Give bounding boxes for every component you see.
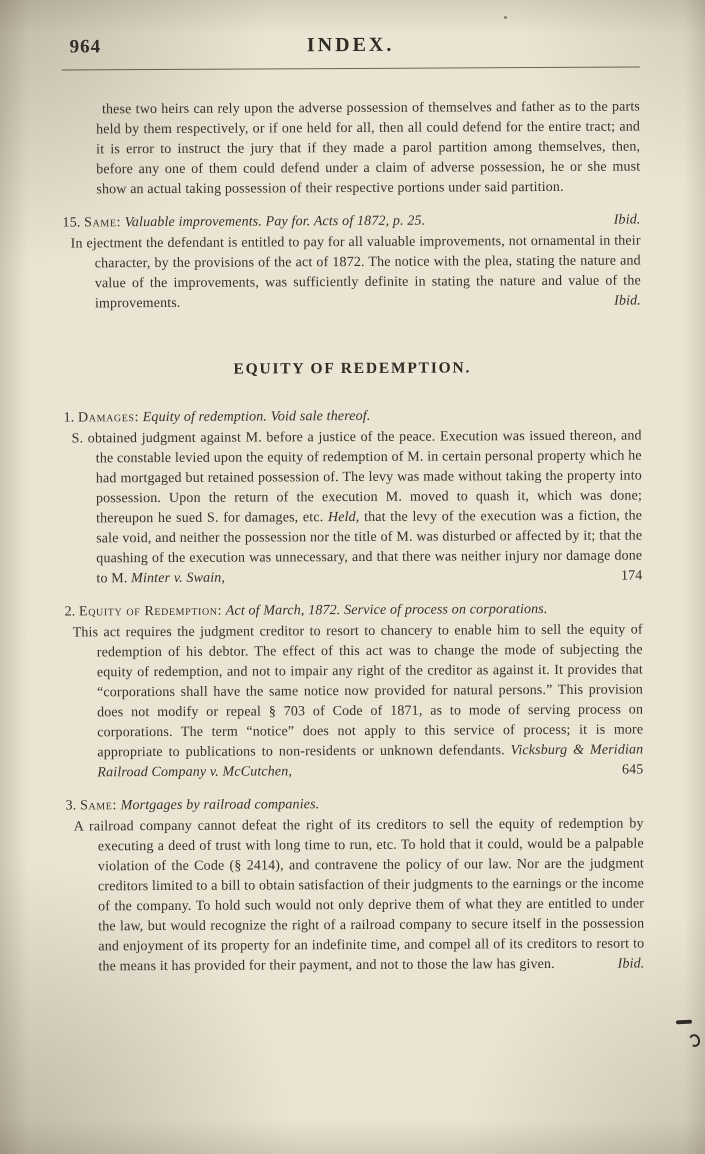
entry-heading	[66, 793, 644, 816]
entry-number: 2.	[64, 604, 76, 620]
entry-label: Equity of Redemption:	[79, 603, 223, 620]
continuation-paragraph: these two heirs can rely upon the adverse possession of themselves and father as to the parts held by them respectively, or if one held for all, then all could defend for the entire tract; and it is error to instruct the jury that if they made a parol partition among themselves, then, before any one of them could defend under a claim of adverse possession, he or she must show an actual taking possession of their respective portions under said partition.	[96, 99, 641, 198]
body-text: that the levy of the execution was a fiction, the sale void, and neither the possession nor the title of M. was disturbed or affected by it; that the quashing of the execution was unnecessary, and that there was neither injury nor damage done to M.	[96, 508, 643, 587]
entry-label: Damages:	[77, 410, 140, 426]
header-rule	[62, 66, 640, 70]
index-entry-1	[64, 405, 643, 589]
index-entry-2	[65, 599, 644, 783]
index-entry-15	[62, 210, 641, 314]
case-citation: Minter v. Swain,	[131, 570, 226, 587]
entry-body	[64, 426, 643, 589]
entry-subject: Mortgages by railroad companies.	[120, 797, 320, 814]
entry-ref: Ibid.	[613, 212, 641, 228]
body-text: A railroad company cannot defeat the right of its creditors to sell the equity of redemption by executing a deed of trust with long time to run, etc. To hold that it could, would be a palpable violation of the Code (§ 2414), and contravene the policy of our law. Nor are the judgment creditors limited to a bill to obtain satisfaction of their judgments to the earnings or the income of the company. To hold such would not only deprive them of what they are entitled to under the law, but would recognize the right of a railroad company to secure itself in the possession and enjoyment of its property for an indefinite time, and compel all of its creditors to resort to the means it has provided for their payment, and not to those the law has given.	[73, 816, 645, 975]
scan-artifact-crescent	[687, 1033, 701, 1049]
entry-body	[65, 620, 644, 783]
scan-artifact-dash	[676, 1020, 692, 1025]
body-text: In ejectment the defendant is entitled to pay for all valuable improvements, not ornamental in their character, by the provisions of the act of 1872. The notice with the plea, stating the nature and value of the improvements, was sufficiently definite in stating the nature and value of the improvements.	[70, 233, 641, 312]
body-text: S. obtained judgment against M. before a justice of the peace. Execution was issued thereon, and the constable levied upon the equity of redemption of M. in certain personal property which he had mortgaged but retained possession of. The levy was made without taking the property into possession. Upon the return of the execution M. moved to quash it, which was done; thereupon he sued S. for damages, etc.	[71, 428, 643, 527]
entry-number: 3.	[65, 798, 77, 814]
case-citation: Vicksburg & Meridian Railroad Company v. McCutchen,	[97, 742, 644, 781]
entry-body	[63, 231, 641, 314]
page-content	[62, 26, 645, 977]
entry-body-ref: Ibid.	[617, 956, 645, 972]
body-text: This act requires the judgment creditor to resort to chancery to enable him to sell the equity of redemption of his debtor. The effect of this act was to change the mode of subjecting the equity of redemption, and not to impair any right of the creditor as against it. It provides that “corporations shall have the same notice now provided for natural persons.” This provision does not modify or repeal § 703 of Code of 1871, as to mode of serving process on corporations. The term “notice” does not apply to this service of process; it is more appropriate to publications to non-residents or unknown defendants.	[72, 622, 644, 761]
page-title: INDEX.	[306, 33, 395, 57]
entry-subject: Equity of redemption. Void sale thereof.	[142, 408, 371, 426]
entry-label: Same:	[84, 215, 122, 231]
entry-heading	[65, 599, 643, 622]
page-header	[62, 30, 640, 65]
held-term: Held,	[327, 509, 360, 526]
entry-heading	[62, 210, 640, 233]
entry-subject: Valuable improvements. Pay for. Acts of 1872, p. 25.	[124, 213, 426, 231]
index-entry-3	[66, 793, 645, 977]
entry-number: 15.	[62, 215, 81, 231]
entry-body	[66, 814, 645, 977]
entry-body-ref: Ibid.	[614, 293, 641, 309]
entry-number: 1.	[63, 410, 75, 426]
entry-heading	[64, 405, 642, 428]
section-title: EQUITY OF REDEMPTION.	[233, 359, 472, 378]
page-reference: 645	[621, 762, 644, 778]
scan-artifact-speck	[504, 16, 507, 19]
page-reference: 174	[620, 568, 643, 584]
entry-label: Same:	[80, 798, 118, 814]
page-number: 964	[69, 36, 102, 58]
entry-subject: Act of March, 1872. Service of process on corporations.	[225, 601, 548, 619]
